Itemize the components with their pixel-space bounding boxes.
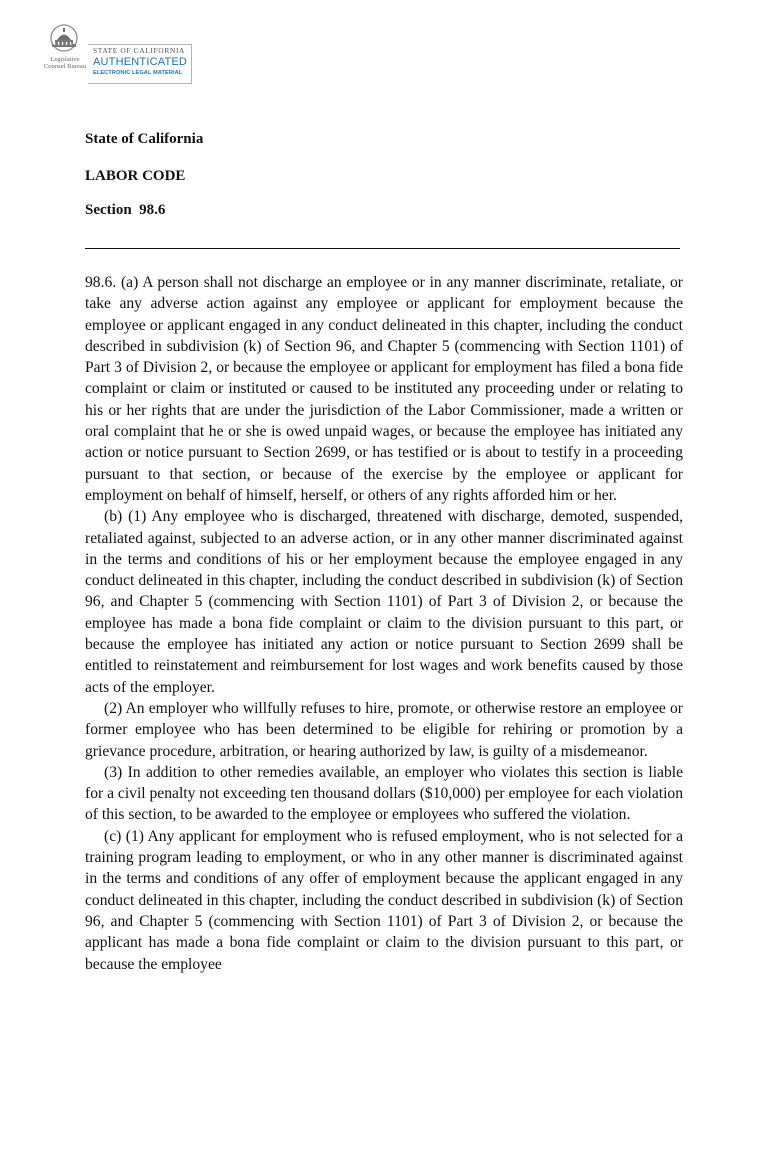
paragraph-b1: (b) (1) Any employee who is discharged, threatened with discharge, demoted, suspended, retaliated against, subjected to an adverse action, or in any other manner discriminated against in the terms and conditions of his or her employment because the employee engaged in any conduct delineated in this chapter, including the conduct described in subdivision (k) of Section 96, and Chapter 5 (commencing with Section 1101) of Part 3 of Division 2, or because the employee has made a bona fide complaint or claim to the division pursuant to this part, or because the employee has initiated any action or notice pursuant to Section 2699 shall be entitled to reinstatement and reimbursement for lost wages and work benefits caused by those acts of the employer.: [85, 508, 683, 696]
section-heading: Section 98.6: [85, 202, 166, 218]
badge-authenticated-label: AUTHENTICATED: [93, 56, 188, 68]
paragraph-b3: (3) In addition to other remedies available, an employer who violates this section is liable for a civil penalty not exceeding ten thousand dollars ($10,000) per employee for each violation of this section, to be awarded to the employee or employees who suffered the violation.: [85, 763, 683, 824]
seal-caption: Legislative Counsel Bureau: [43, 56, 87, 71]
code-heading: LABOR CODE: [85, 168, 186, 184]
paragraph-c1: (c) (1) Any applicant for employment who is refused employment, who is not selected for a training program leading to employment, or who in any other manner is discriminated against in the terms and conditions of any offer of employment because the applicant engaged in any conduct delineated in this chapter, including the conduct described in subdivision (k) of Section 96, and Chapter 5 (commencing with Section 1101) of Part 3 of Division 2, or because the applicant has made a bona fide complaint or claim to the division pursuant to this part, or because the employee: [85, 827, 683, 973]
paragraph-a: 98.6. (a) A person shall not discharge an employee or in any manner discriminate, retaliate, or take any adverse action against any employee or applicant for employment because the employee or applicant engaged in any conduct delineated in this chapter, including the conduct described in subdivision (k) of Section 96, and Chapter 5 (commencing with Section 1101) of Part 3 of Division 2, or because the employee or applicant for employment has filed a bona fide complaint or claim or instituted or caused to be instituted any proceeding under or relating to his or her rights that are under the jurisdiction of the Labor Commissioner, made a written or oral complaint that he or she is owed unpaid wages, or because the employee has initiated any action or notice pursuant to Section 2699, or has testified or is about to testify in a proceeding pursuant to that section, or because of the exercise by the employee or applicant for employment on behalf of himself, herself, or others of any rights afforded him or her.: [85, 274, 683, 504]
header-divider: [85, 248, 680, 249]
badge-state-label: STATE OF CALIFORNIA: [93, 46, 186, 55]
statute-text: [85, 272, 683, 975]
badge-electronic-label: ELECTRONIC LEGAL MATERIAL: [93, 70, 183, 76]
capitol-seal-icon: [38, 22, 94, 84]
paragraph-b2: (2) An employer who willfully refuses to hire, promote, or otherwise restore an employee or former employee who has been determined to be eligible for rehiring or promotion by a grievance procedure, arbitration, or hearing authorized by law, is guilty of a misdemeanor.: [85, 699, 683, 760]
authentication-badge: [38, 22, 194, 84]
state-heading: State of California: [85, 131, 204, 147]
